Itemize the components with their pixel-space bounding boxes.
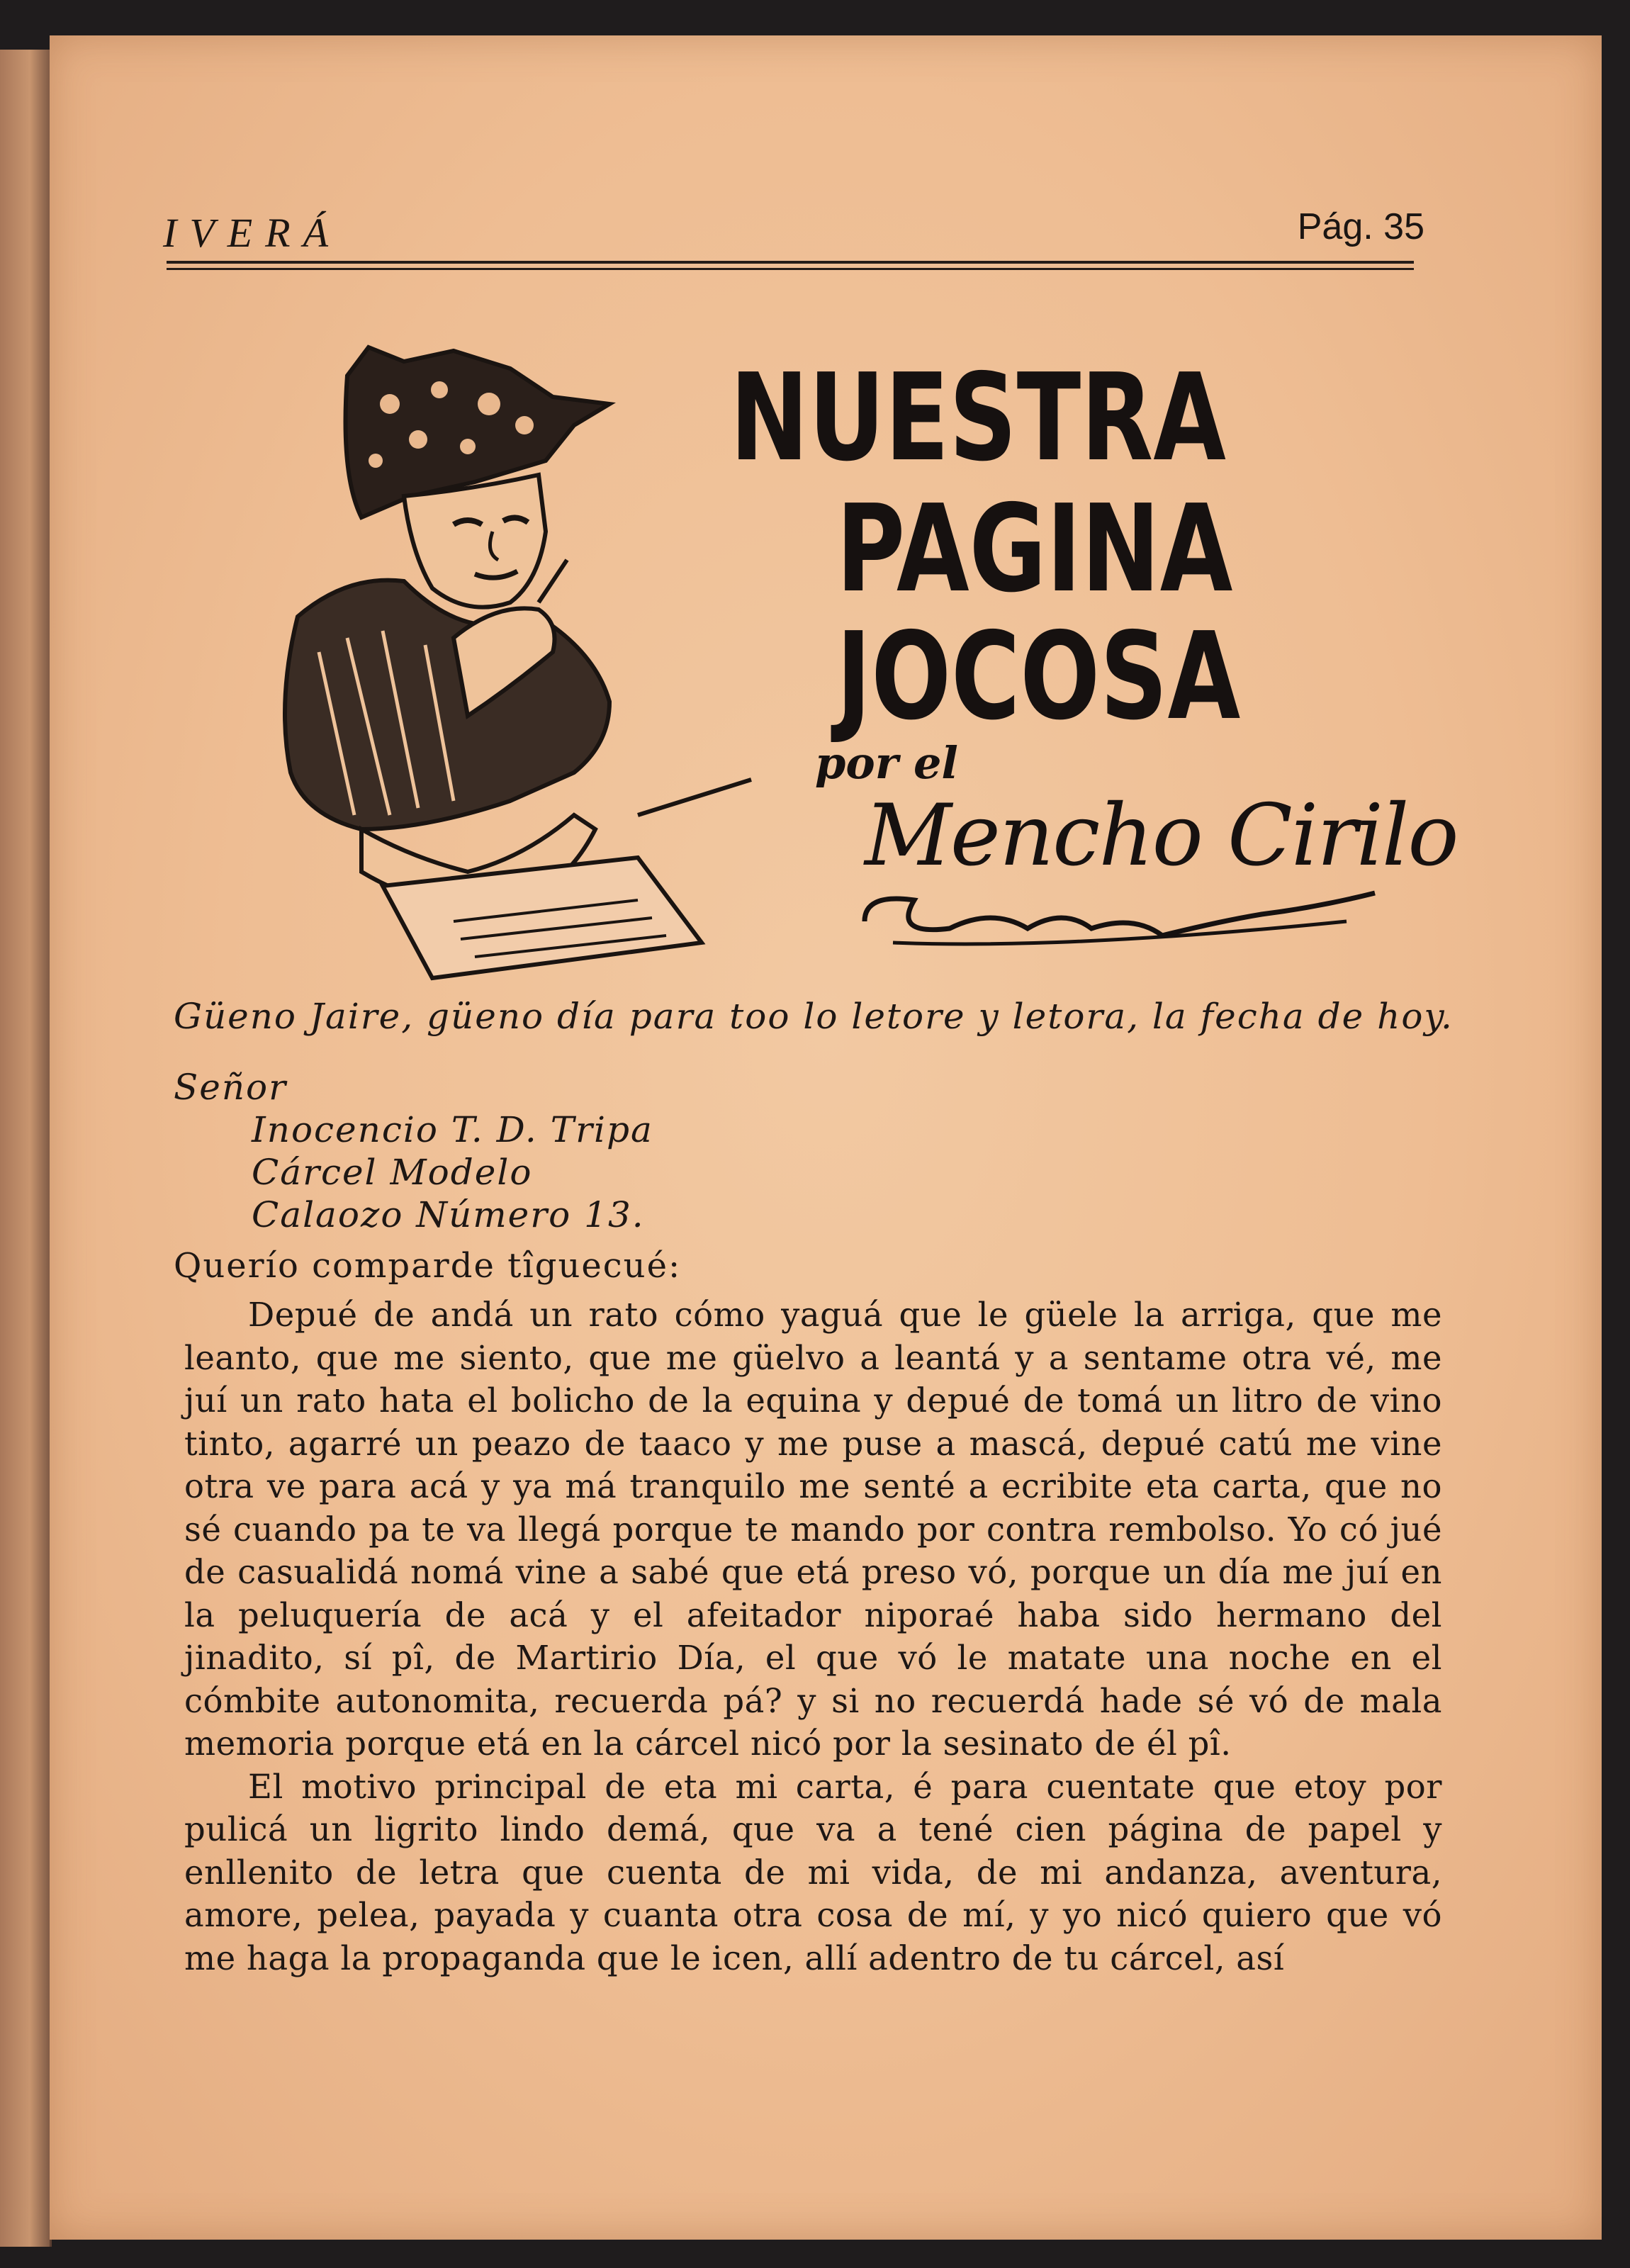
header-rule-bottom bbox=[167, 268, 1414, 270]
title-line-3: JOCOSA bbox=[836, 607, 1241, 747]
signature-flourish bbox=[850, 879, 1403, 957]
journal-name: IVERÁ bbox=[163, 210, 342, 256]
left-page-edge bbox=[0, 50, 52, 2247]
letter-body bbox=[184, 1293, 1442, 1980]
title-line-1: NUESTRA bbox=[730, 348, 1226, 488]
byline: por el bbox=[815, 737, 958, 789]
magazine-page bbox=[50, 35, 1602, 2240]
title-line-2: PAGINA bbox=[836, 479, 1233, 619]
author-signature: Mencho Cirilo bbox=[865, 787, 1458, 885]
greeting-line: Güeno Jaire, güeno día para too lo letore y letora, la fecha de hoy. bbox=[174, 996, 1454, 1037]
paragraph: Depué de andá un rato cómo yaguá que le güele la arriga, que me leanto, que me siento, que me güelvo a leantá y a sentame otra vé, me juí un rato hata el bolicho de la equina y depué de tomá un litro de vino tinto, agarré un peazo de taaco y me puse a mascá, depué catú me vine otra ve para acá y ya má tranquilo me senté a ecribite eta carta, que no sé cuando pa te va llegá porque te mando por contra rembolso. Yo có jué de casualidá nomá vine a sabé que etá preso vó, porque un día me juí en la peluquería de acá y el afeitador niporaé haba sido hermano del jinadito, sí pî, de Martirio Día, el que vó le matate una noche en el cómbite autonomita, recuerda pá? y si no recuerdá hade sé vó de mala memoria porque etá en la cárcel nicó por la sesinato de él pî. bbox=[184, 1296, 1442, 1763]
address-line: Señor bbox=[174, 1067, 288, 1108]
salutation: Querío comparde tîguecué: bbox=[174, 1246, 682, 1286]
address-line: Cárcel Modelo bbox=[252, 1152, 533, 1193]
header-rule-top bbox=[167, 261, 1414, 264]
page-number: Pág. 35 bbox=[1297, 206, 1424, 247]
address-line: Inocencio T. D. Tripa bbox=[252, 1109, 653, 1150]
paragraph: El motivo principal de eta mi carta, é para cuentate que etoy por pulicá un ligrito lindo demá, que va a tené cien página de papel y enllenito de letra que cuenta de mi vida, de mi andanza, aventura, amore, pelea, payada y cuanta otra cosa de mí, y yo nicó quiero que vó me haga la propaganda que le icen, allí adentro de tu cárcel, así bbox=[184, 1767, 1442, 1977]
address-line: Calaozo Número 13. bbox=[252, 1194, 645, 1235]
